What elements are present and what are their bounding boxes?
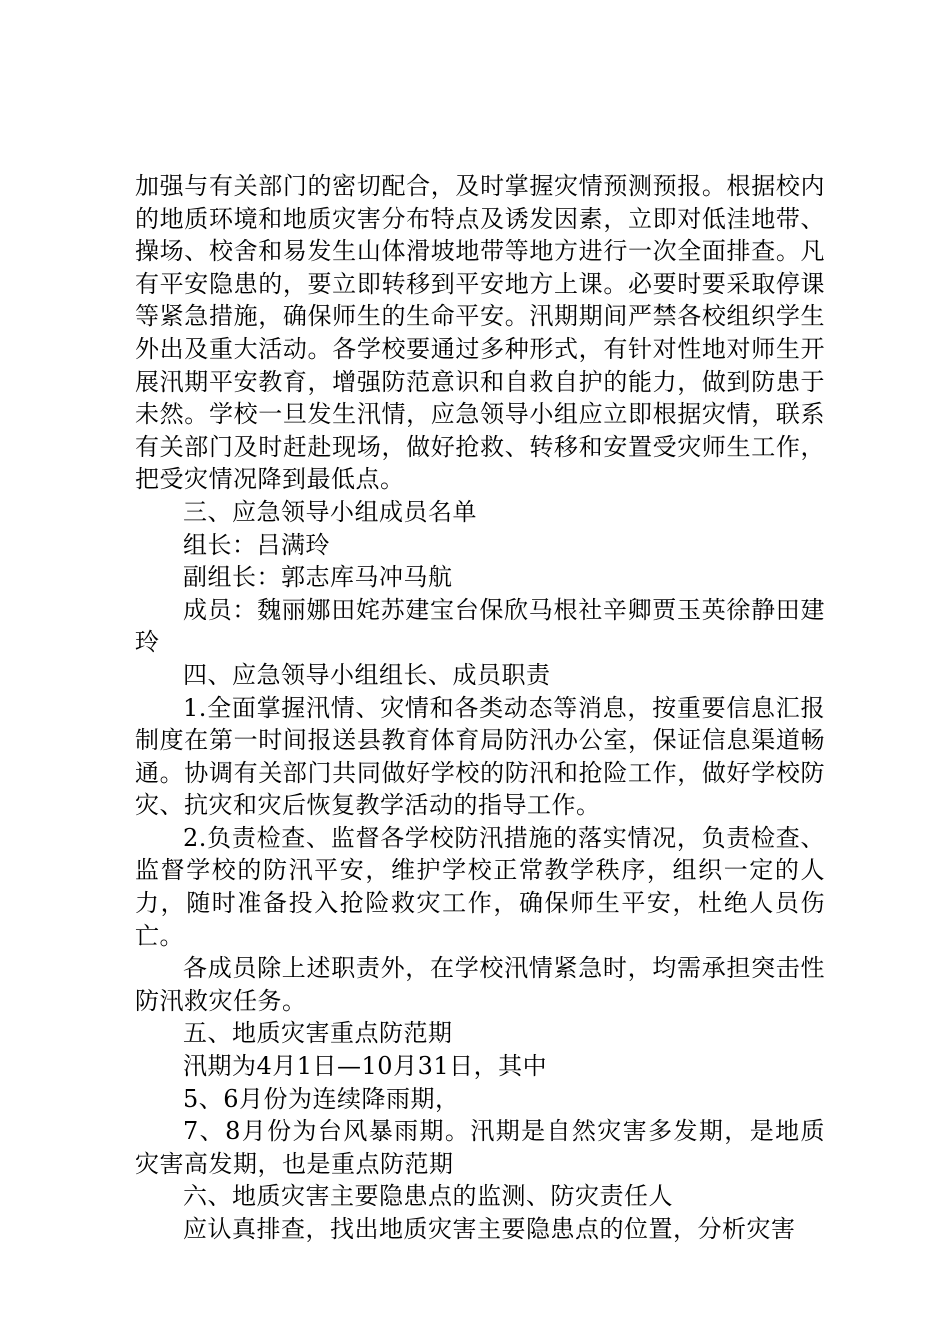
typhoon-period: 7、8月份为台风暴雨期。汛期是自然灾害多发期，是地质灾害高发期，也是重点防范期 — [135, 1117, 825, 1178]
deputy-team-leader: 副组长：郭志库马冲马航 — [183, 563, 453, 592]
duty-item-2: 2.负责检查、监督各学校防汛措施的落实情况，负责检查、监督学校的防汛平安，维护学校正常教学秩序，组织一定的人力，随时准备投入抢险救灾工作，确保师生平安，杜绝人员伤亡。 — [135, 823, 825, 950]
heading-section-four: 四、应急领导小组组长、成员职责 — [183, 660, 551, 689]
hazard-survey-text: 应认真排查，找出地质灾害主要隐患点的位置，分析灾害 — [183, 1215, 796, 1243]
document-body — [135, 170, 825, 1246]
flood-period: 汛期为4月1日—10月31日，其中 — [183, 1052, 548, 1081]
duty-members-note: 各成员除上述职责外，在学校汛情紧急时，均需承担突击性防汛救灾任务。 — [135, 954, 825, 1015]
team-leader: 组长：吕满玲 — [183, 530, 330, 559]
heading-section-three: 三、应急领导小组成员名单 — [183, 497, 477, 526]
team-members: 成员：魏丽娜田姹苏建宝台保欣马根社辛卿贾玉英徐静田建玲 — [135, 595, 825, 657]
duty-item-1: 1.全面掌握汛情、灾情和各类动态等消息，按重要信息汇报制度在第一时间报送县教育体育局防汛办公室，保证信息渠道畅通。协调有关部门共同做好学校的防汛和抢险工作，做好学校防灾、抗灾和灾后恢复教学活动的指导工作。 — [135, 693, 825, 820]
heading-section-five: 五、地质灾害重点防范期 — [183, 1019, 453, 1048]
paragraph-emergency-measures: 加强与有关部门的密切配合，及时掌握灾情预测预报。根据校内的地质环境和地质灾害分布特点及诱发因素，立即对低洼地带、操场、校舍和易发生山体滑坡地带等地方进行一次全面排查。凡有平安隐患的，要立即转移到平安地方上课。必要时要采取停课等紧急措施，确保师生的生命平安。汛期期间严禁各校组织学生外出及重大活动。各学校要通过多种形式，有针对性地对师生开展汛期平安教育，增强防范意识和自救自护的能力，做到防患于未然。学校一旦发生汛情，应急领导小组应立即根据灾情，联系有关部门及时赶赴现场，做好抢救、转移和安置受灾师生工作，把受灾情况降到最低点。 — [135, 172, 825, 494]
heading-section-six: 六、地质灾害主要隐患点的监测、防灾责任人 — [183, 1182, 673, 1211]
rain-period: 5、6月份为连续降雨期， — [183, 1084, 460, 1113]
